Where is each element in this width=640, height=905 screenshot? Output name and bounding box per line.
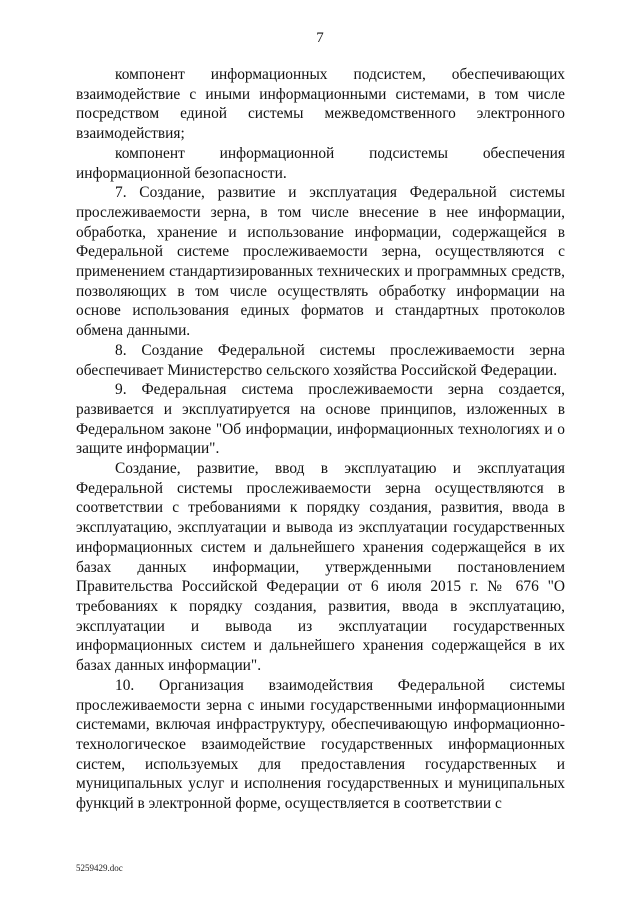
paragraph-item-9: 9. Федеральная система прослеживаемости зерна создается, развивается и эксплуатируется на основе принципов, изложенных в Федеральном законе "Об информации, информационных технологиях и о защите информации". — [76, 381, 565, 458]
paragraph-item-10: 10. Организация взаимодействия Федеральной системы прослеживаемости зерна с иными государственными информационными системами, включая инфраструктуру, обеспечивающую информационно-технологическое взаимодействие государственных информационных систем, используемых для предоставления государственных и муниципальных услуг и исполнения государственных и муниципальных функций в электронной форме, осуществляется в соответствии с — [76, 676, 565, 813]
paragraph-item-9-continuation: Создание, развитие, ввод в эксплуатацию и эксплуатация Федеральной системы прослеживаемости зерна осуществляются в соответствии с требованиями к порядку создания, развития, ввода в эксплуатацию, эксплуатации и вывода из эксплуатации государственных информационных систем и дальнейшего хранения содержащейся в их базах данных информации, утвержденными постановлением Правительства Российской Федерации от 6 июля 2015 г. № 676 "О требованиях к порядку создания, развития, ввода в эксплуатацию, эксплуатации и вывода из эксплуатации государственных информационных систем и дальнейшего хранения содержащейся в их базах данных информации". — [76, 460, 565, 675]
document-file-name: 5259429.doc — [76, 863, 123, 873]
document-body — [76, 65, 565, 814]
paragraph-item-7: 7. Создание, развитие и эксплуатация Федеральной системы прослеживаемости зерна, в том числе внесение в нее информации, обработка, хранение и использование информации, содержащейся в Федеральной системе прослеживаемости зерна, осуществляются с применением стандартизированных технических и программных средств, позволяющих в том числе осуществлять обработку информации на основе использования единых форматов и стандартных протоколов обмена данными. — [76, 184, 565, 340]
paragraph-item-8: 8. Создание Федеральной системы прослеживаемости зерна обеспечивает Министерство сельского хозяйства Российской Федерации. — [76, 341, 565, 379]
paragraph-security-subsystem-component: компонент информационной подсистемы обеспечения информационной безопасности. — [76, 144, 565, 182]
page-number: 7 — [316, 30, 324, 46]
paragraph-info-subsystems-component: компонент информационных подсистем, обеспечивающих взаимодействие с иными информационными системами, в том числе посредством единой системы межведомственного электронного взаимодействия; — [76, 66, 565, 143]
